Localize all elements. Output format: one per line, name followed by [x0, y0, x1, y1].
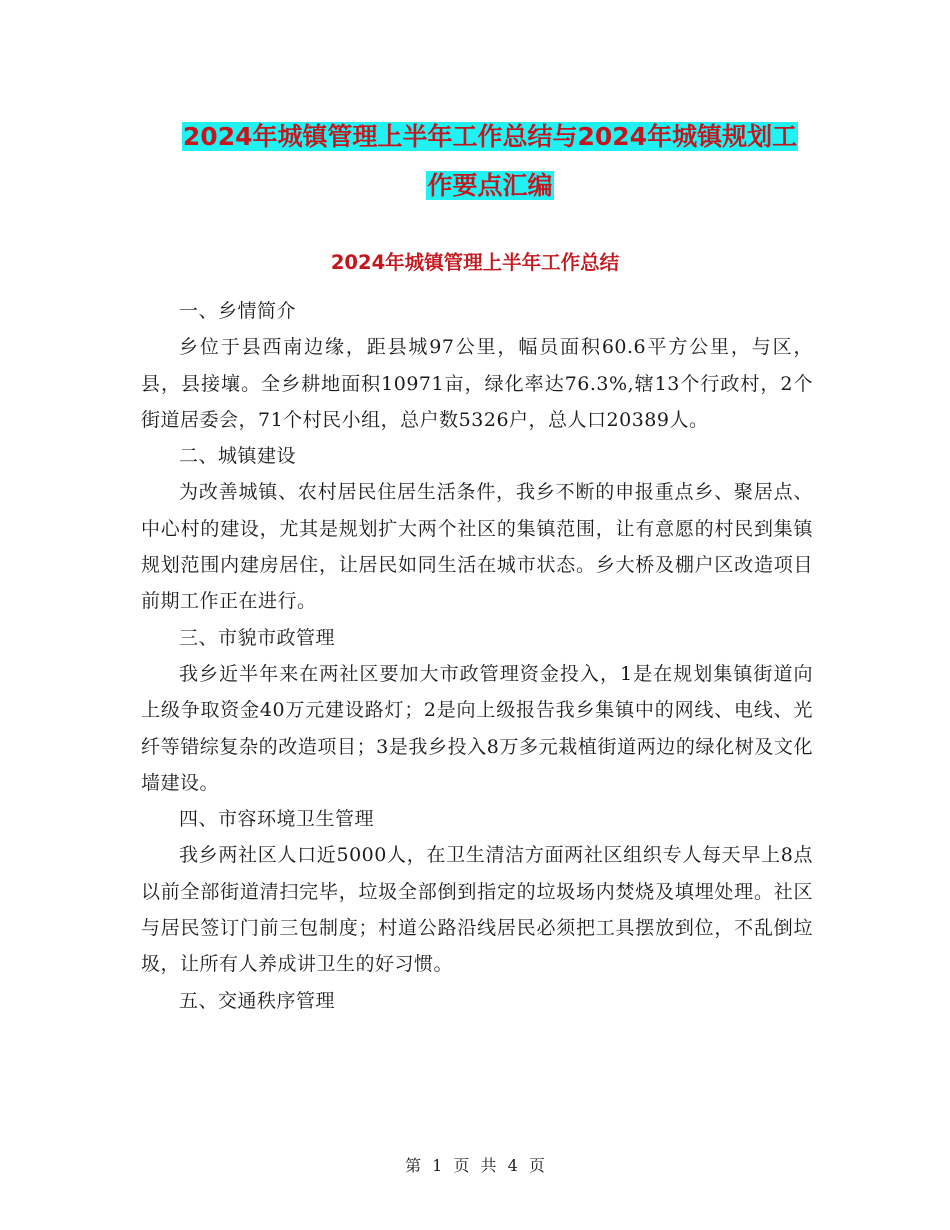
paragraph: 乡位于县西南边缘，距县城97公里，幅员面积60.6平方公里，与区，县，县接壤。全乡耕地面积10971亩，绿化率达76.3%,辖13个行政村，2个街道居委会，71个村民小组，总户数5326户，总人口20389人。: [141, 336, 813, 431]
section-title: 2024年城镇管理上半年工作总结: [330, 251, 620, 274]
section-heading: 二、城镇建设: [179, 445, 297, 468]
document-title-line-1: 2024年城镇管理上半年工作总结与2024年城镇规划工: [182, 122, 798, 151]
document-title-line-2: 作要点汇编: [427, 171, 553, 200]
paragraph: 为改善城镇、农村居民住居生活条件，我乡不断的申报重点乡、聚居点、中心村的建设，尤其是规划扩大两个社区的集镇范围，让有意愿的村民到集镇规划范围内建房居住，让居民如同生活在城市状态。乡大桥及棚户区改造项目前期工作正在进行。: [141, 481, 813, 613]
document-body: [141, 293, 813, 1019]
paragraph: 我乡近半年来在两社区要加大市政管理资金投入，1是在规划集镇街道向上级争取资金40万元建设路灯；2是向上级报告我乡集镇中的网线、电线、光纤等错综复杂的改造项目；3是我乡投入8万多元栽植街道两边的绿化树及文化墙建设。: [141, 662, 813, 794]
section-heading: 三、市貌市政管理: [179, 626, 336, 649]
page-footer: 第 1 页 共 4 页: [405, 1156, 545, 1175]
section-heading: 五、交通秩序管理: [179, 989, 336, 1012]
section-heading: 一、乡情简介: [179, 300, 297, 322]
section-heading: 四、市容环境卫生管理: [179, 808, 375, 831]
paragraph: 我乡两社区人口近5000人，在卫生清洁方面两社区组织专人每天早上8点以前全部街道清扫完毕，垃圾全部倒到指定的垃圾场内焚烧及填埋处理。社区与居民签订门前三包制度；村道公路沿线居民必须把工具摆放到位，不乱倒垃圾，让所有人养成讲卫生的好习惯。: [141, 844, 813, 976]
document-title: [140, 112, 840, 210]
